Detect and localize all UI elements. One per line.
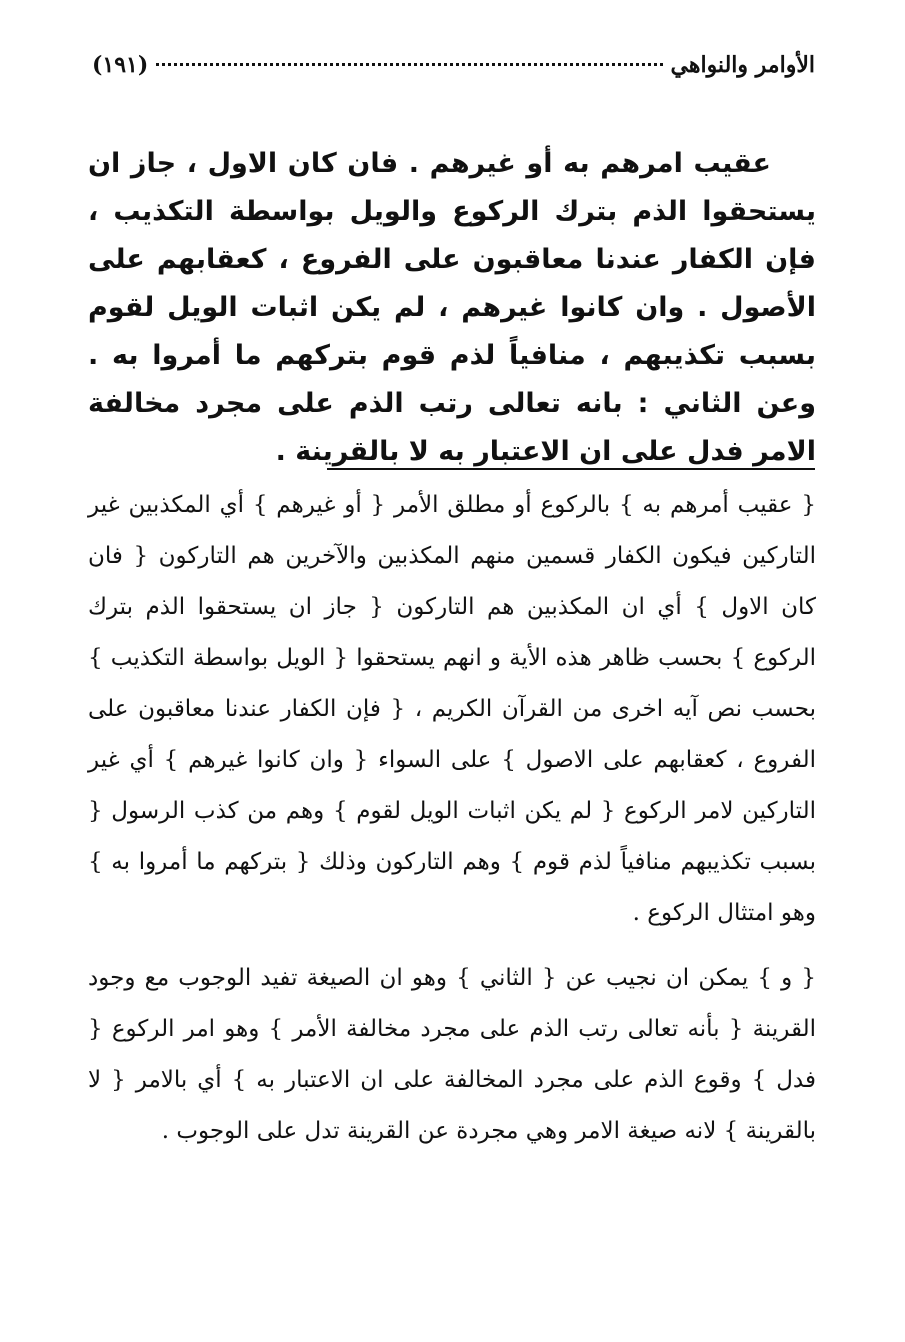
commentary-block xyxy=(88,480,816,1157)
page-number: (١٩١) xyxy=(92,52,149,78)
footnote-divider xyxy=(327,468,815,470)
commentary-paragraph: { و } يمكن ان نجيب عن { الثاني } وهو ان الصيغة تفيد الوجوب مع وجود القرينة { بأنه تعالى رتب الذم على مجرد مخالفة الأمر } وهو امر الركوع { فدل } وقوع الذم على مجرد المخالفة على ان الاعتبار به } أي بالامر { لا بالقرينة } لانه صيغة الامر وهي مجردة عن القرينة تدل على الوجوب . xyxy=(88,965,816,1144)
main-text-paragraph: عقيب امرهم به أو غيرهم . فان كان الاول ، جاز ان يستحقوا الذم بترك الركوع والويل بواسطة التكذيب ، فإن الكفار عندنا معاقبون على الفروع ، كعقابهم على الأصول . وان كانوا غيرهم ، لم يكن اثبات الويل لقوم بسبب تكذيبهم ، منافياً لذم قوم بتركهم ما أمروا به . وعن الثاني : بانه تعالى رتب الذم على مجرد مخالفة الامر فدل على ان الاعتبار به لا بالقرينة . xyxy=(88,148,816,467)
chapter-title: الأوامر والنواهي xyxy=(670,52,815,78)
commentary-paragraph: { عقيب أمرهم به } بالركوع أو مطلق الأمر { أو غيرهم } أي المكذبين غير التاركين فيكون الكفار قسمين منهم المكذبين والآخرين هم التاركون { فان كان الاول } أي ان المكذبين هم التاركون { جاز ان يستحقوا الذم بترك الركوع } بحسب ظاهر هذه الأية و انهم يستحقوا { الويل بواسطة التكذيب } بحسب نص آيه اخرى من القرآن الكريم ، { فإن الكفار عندنا معاقبون على الفروع ، كعقابهم على الاصول } على السواء { وان كانوا غيرهم } أي غير التاركين لامر الركوع { لم يكن اثبات الويل لقوم } وهم من كذب الرسول { بسبب تكذيبهم منافياً لذم قوم } وهم التاركون وذلك { بتركهم ما أمروا به } وهو امتثال الركوع . xyxy=(88,492,816,926)
dotted-leader xyxy=(156,63,662,66)
running-header xyxy=(92,52,815,92)
